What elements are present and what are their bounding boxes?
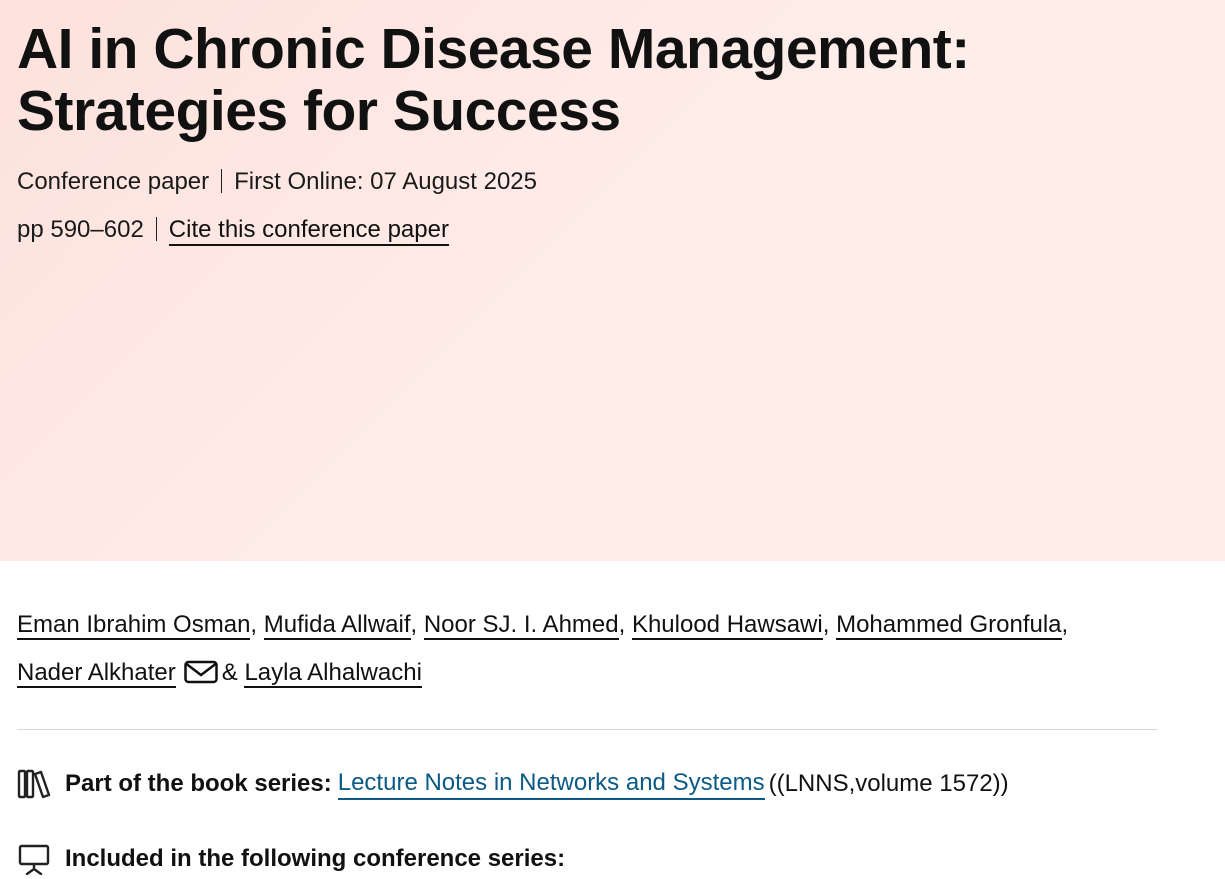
- author-comma: ,: [1061, 611, 1069, 638]
- mail-icon[interactable]: [184, 660, 218, 684]
- author-comma: ,: [410, 611, 418, 638]
- title-line-2: Strategies for Success: [17, 79, 621, 143]
- author-link[interactable]: Eman Ibrahim Osman: [17, 611, 251, 638]
- book-series-label: Part of the book series:: [65, 770, 332, 797]
- author-list: [17, 601, 1207, 697]
- book-series-volume: ((LNNS,volume 1572)): [768, 770, 1009, 797]
- conference-series-label: Included in the following conference series:: [65, 845, 566, 872]
- author-link[interactable]: Noor SJ. I. Ahmed: [423, 611, 619, 638]
- article-pages-row: [17, 216, 449, 244]
- book-series-row: [17, 768, 1009, 800]
- author-link[interactable]: Khulood Hawsawi: [631, 611, 823, 638]
- content-type: Conference paper: [17, 168, 210, 195]
- author-ampersand: &: [221, 659, 238, 686]
- title-line-1: AI in Chronic Disease Management:: [17, 17, 970, 81]
- first-online-date: First Online: 07 August 2025: [234, 168, 537, 195]
- author-link[interactable]: Mufida Allwaif: [263, 611, 411, 638]
- author-comma: ,: [250, 611, 258, 638]
- books-icon: [17, 768, 51, 800]
- article-title: [17, 18, 1017, 142]
- section-divider: [17, 729, 1157, 730]
- page-range: pp 590–602: [17, 216, 144, 243]
- separator: [221, 169, 222, 193]
- conference-series-row: [17, 843, 571, 875]
- book-series-link[interactable]: Lecture Notes in Networks and Systems: [338, 768, 765, 800]
- author-link[interactable]: Nader Alkhater: [17, 659, 176, 686]
- presentation-board-icon: [17, 843, 51, 875]
- author-link[interactable]: Mohammed Gronfula: [836, 611, 1062, 638]
- author-comma: ,: [822, 611, 830, 638]
- cite-link[interactable]: Cite this conference paper: [169, 216, 449, 246]
- author-link[interactable]: Layla Alhalwachi: [244, 659, 422, 686]
- author-comma: ,: [618, 611, 626, 638]
- article-meta-row: [17, 168, 537, 196]
- separator: [156, 217, 157, 241]
